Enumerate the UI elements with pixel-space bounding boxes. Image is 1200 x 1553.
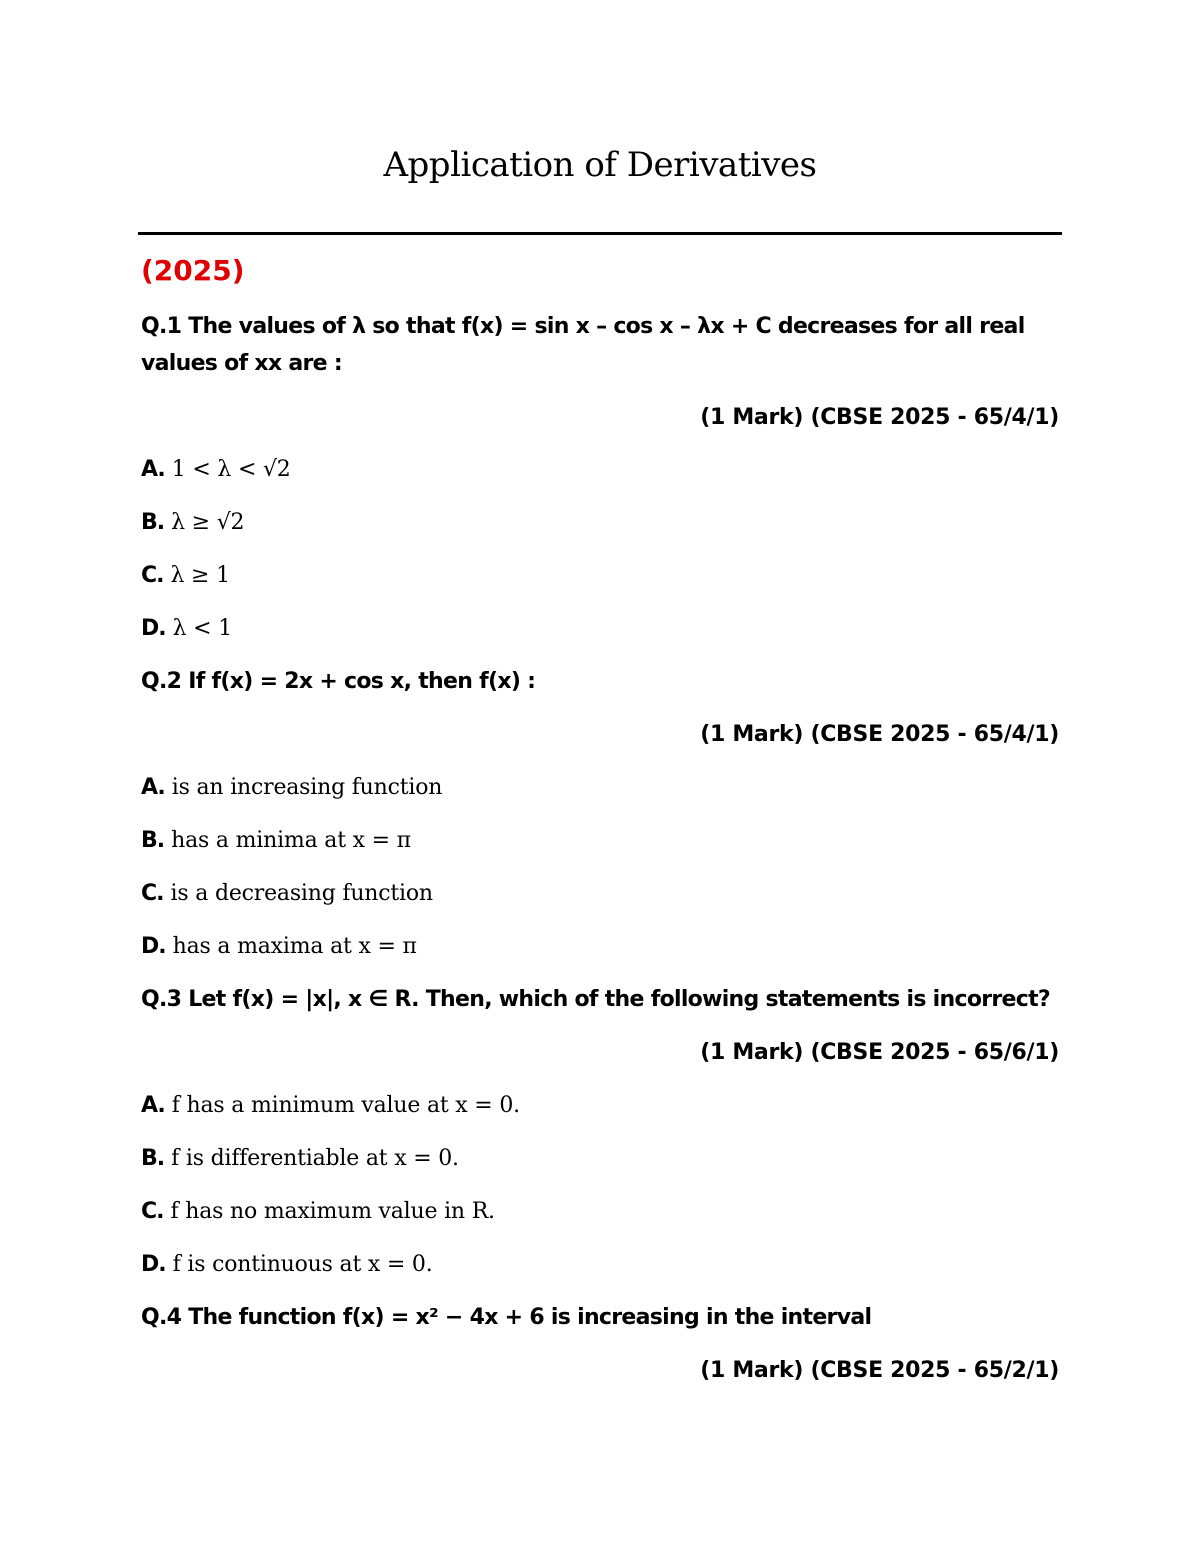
question-3-option-d: [141, 1246, 1062, 1284]
option-text: is an increasing function: [171, 775, 443, 800]
option-letter: B.: [141, 1146, 165, 1171]
option-text: has a minima at x = π: [171, 828, 411, 853]
option-text: λ < 1: [172, 616, 232, 641]
option-text: λ ≥ √2: [171, 510, 245, 535]
option-letter: C.: [141, 881, 164, 906]
option-letter: D.: [141, 616, 166, 641]
question-2-option-b: [141, 822, 1062, 860]
page-title: Application of Derivatives: [383, 145, 817, 185]
option-letter: A.: [141, 457, 165, 482]
question-2-stem: Q.2 If f(x) = 2x + cos x, then f(x) :: [141, 669, 536, 694]
question-4-marks: (1 Mark) (CBSE 2025 - 65/2/1): [700, 1358, 1059, 1383]
question-3-option-c: [141, 1193, 1062, 1231]
question-1-option-d: [141, 610, 1062, 648]
title-divider: [138, 232, 1062, 235]
option-text: f is continuous at x = 0.: [172, 1252, 433, 1277]
option-letter: B.: [141, 510, 165, 535]
question-1-option-a: [141, 451, 1062, 489]
option-letter: B.: [141, 828, 165, 853]
year-heading: (2025): [141, 254, 245, 287]
question-1-stem-line-1: Q.1 The values of λ so that f(x) = sin x – cos x – λx + C decreases for all real: [141, 314, 1025, 339]
question-3-option-a: [141, 1087, 1062, 1125]
question-2-option-a: [141, 769, 1062, 807]
option-text: is a decreasing function: [170, 881, 433, 906]
option-letter: D.: [141, 934, 166, 959]
question-2-option-c: [141, 875, 1062, 913]
option-text: 1 < λ < √2: [171, 457, 291, 482]
option-text: f has no maximum value in R.: [170, 1199, 495, 1224]
option-letter: D.: [141, 1252, 166, 1277]
question-1-marks: (1 Mark) (CBSE 2025 - 65/4/1): [700, 405, 1059, 430]
option-letter: C.: [141, 1199, 164, 1224]
question-1-stem-line-2: values of xx are :: [141, 351, 342, 376]
question-3-stem: Q.3 Let f(x) = |x|, x ∈ R. Then, which of the following statements is incorrect?: [141, 987, 1050, 1012]
question-4-stem: Q.4 The function f(x) = x² − 4x + 6 is increasing in the interval: [141, 1305, 872, 1330]
question-2-option-d: [141, 928, 1062, 966]
option-text: f has a minimum value at x = 0.: [171, 1093, 520, 1118]
option-letter: C.: [141, 563, 164, 588]
question-1-option-b: [141, 504, 1062, 542]
question-1-option-c: [141, 557, 1062, 595]
question-3-marks: (1 Mark) (CBSE 2025 - 65/6/1): [700, 1040, 1059, 1065]
question-3-option-b: [141, 1140, 1062, 1178]
option-text: λ ≥ 1: [170, 563, 230, 588]
option-letter: A.: [141, 775, 165, 800]
option-letter: A.: [141, 1093, 165, 1118]
option-text: f is differentiable at x = 0.: [171, 1146, 459, 1171]
question-2-marks: (1 Mark) (CBSE 2025 - 65/4/1): [700, 722, 1059, 747]
option-text: has a maxima at x = π: [172, 934, 417, 959]
